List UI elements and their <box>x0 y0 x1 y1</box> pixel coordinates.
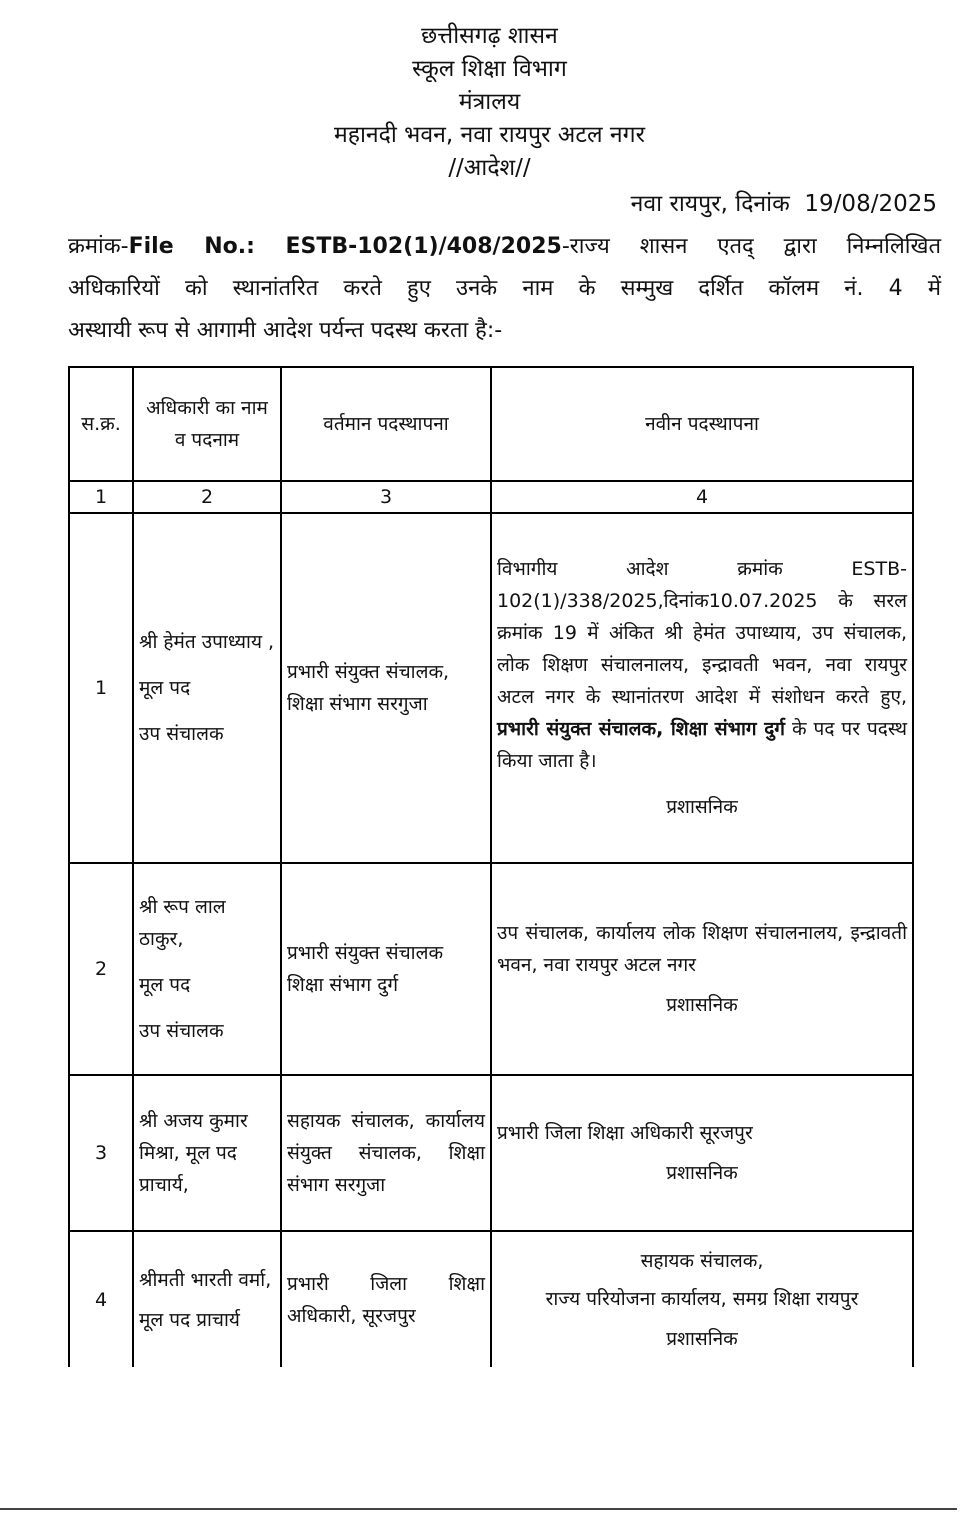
transfer-type: प्रशासनिक <box>666 796 738 818</box>
row-officer <box>133 863 281 1075</box>
officer-name: श्री रूप लाल ठाकुर, <box>139 896 226 950</box>
row-new-posting <box>491 863 913 1075</box>
officer-name: श्री हेमंत उपाध्याय , <box>139 631 275 653</box>
officer-post: उप संचालक <box>139 723 224 745</box>
officer-post-label: मूल पद <box>139 677 191 699</box>
row-sno: 4 <box>69 1231 133 1367</box>
row-new-posting <box>491 1231 913 1367</box>
new-posting-text: प्रभारी जिला शिक्षा अधिकारी सूरजपुर <box>497 1122 753 1144</box>
ministry-name: मंत्रालय <box>458 89 521 115</box>
address: महानदी भवन, नवा रायपुर अटल नगर <box>333 122 645 148</box>
table-header-row <box>69 367 913 481</box>
new-posting-bold: प्रभारी संयुक्त संचालक, शिक्षा संभाग दुर्ग <box>497 718 785 740</box>
intro-line-3: अस्थायी रूप से आगामी आदेश पर्यन्त पदस्थ करता है:- <box>68 318 503 343</box>
column-number-row <box>69 481 913 513</box>
header-new: नवीन पदस्थापना <box>491 367 913 481</box>
officer-name: श्री अजय कुमार मिश्रा, मूल पद प्राचार्य, <box>139 1110 248 1196</box>
transfer-type: प्रशासनिक <box>666 1327 738 1350</box>
row-sno: 2 <box>69 863 133 1075</box>
table-row <box>69 1231 913 1367</box>
place-date: नवा रायपुर, दिनांक 19/08/2025 <box>630 191 937 217</box>
row-current-posting: प्रभारी संयुक्त संचालक, शिक्षा संभाग सरगुजा <box>281 513 491 863</box>
new-posting-line-1: सहायक संचालक, <box>640 1249 764 1272</box>
order-title: //आदेश// <box>448 155 531 181</box>
transfer-type: प्रशासनिक <box>666 994 738 1016</box>
new-posting-text: उप संचालक, कार्यालय लोक शिक्षण संचालनालय, इन्द्रावती भवन, नवा रायपुर अटल नगर <box>497 922 907 976</box>
intro-line-2: अधिकारियों को स्थानांतरित करते हुए उनके नाम के सम्मुख दर्शित कॉलम नं. 4 में <box>68 276 941 301</box>
new-posting-tail: के पद पर पदस्थ किया जाता है। <box>497 718 907 772</box>
govt-name: छत्तीसगढ़ शासन <box>421 23 558 49</box>
officer-post: उप संचालक <box>139 1020 224 1042</box>
row-sno: 1 <box>69 513 133 863</box>
file-number: File No.: ESTB-102(1)/408/2025 <box>128 234 562 259</box>
new-posting-text: विभागीय आदेश क्रमांक ESTB-102(1)/338/2025,दिनांक10.07.2025 के सरल क्रमांक 19 में अंकित श्री हेमंत उपाध्याय, उप संचालक, लोक शिक्षण संचालनालय, इन्द्रावती भवन, नवा रायपुर अटल नगर के स्थानांतरण आदेश में संशोधन करते हुए, <box>497 558 907 708</box>
page-footer-rule <box>0 1508 957 1510</box>
row-officer <box>133 513 281 863</box>
table-row <box>69 863 913 1075</box>
table-row <box>69 1075 913 1231</box>
letterhead <box>0 20 979 185</box>
colnum-3: 3 <box>281 481 491 513</box>
officer-post-label: मूल पद <box>139 974 191 996</box>
row-current-posting: प्रभारी जिला शिक्षा अधिकारी, सूरजपुर <box>281 1231 491 1367</box>
colnum-2: 2 <box>133 481 281 513</box>
intro-prefix: क्रमांक- <box>68 234 129 259</box>
intro-line-1 <box>68 226 941 268</box>
row-officer <box>133 1231 281 1367</box>
transfer-type: प्रशासनिक <box>666 1162 738 1184</box>
row-new-posting <box>491 1075 913 1231</box>
officer-post: मूल पद प्राचार्य <box>139 1308 240 1331</box>
header-current: वर्तमान पदस्थापना <box>281 367 491 481</box>
new-posting-line-2: राज्य परियोजना कार्यालय, समग्र शिक्षा रायपुर <box>545 1287 859 1310</box>
table-row <box>69 513 913 863</box>
colnum-1: 1 <box>69 481 133 513</box>
colnum-4: 4 <box>491 481 913 513</box>
header-sno: स.क्र. <box>69 367 133 481</box>
row-new-posting <box>491 513 913 863</box>
header-name: अधिकारी का नाम व पदनाम <box>133 367 281 481</box>
transfer-table <box>68 366 914 1367</box>
row-sno: 3 <box>69 1075 133 1231</box>
department-name: स्कूल शिक्षा विभाग <box>412 56 567 82</box>
row-current-posting: सहायक संचालक, कार्यालय संयुक्त संचालक, शिक्षा संभाग सरगुजा <box>281 1075 491 1231</box>
order-intro <box>68 226 941 352</box>
officer-name: श्रीमती भारती वर्मा, <box>139 1268 272 1291</box>
intro-line-1-rest: -राज्य शासन एतद् द्वारा निम्नलिखित <box>561 234 941 259</box>
row-current-posting: प्रभारी संयुक्त संचालक शिक्षा संभाग दुर्ग <box>281 863 491 1075</box>
row-officer <box>133 1075 281 1231</box>
